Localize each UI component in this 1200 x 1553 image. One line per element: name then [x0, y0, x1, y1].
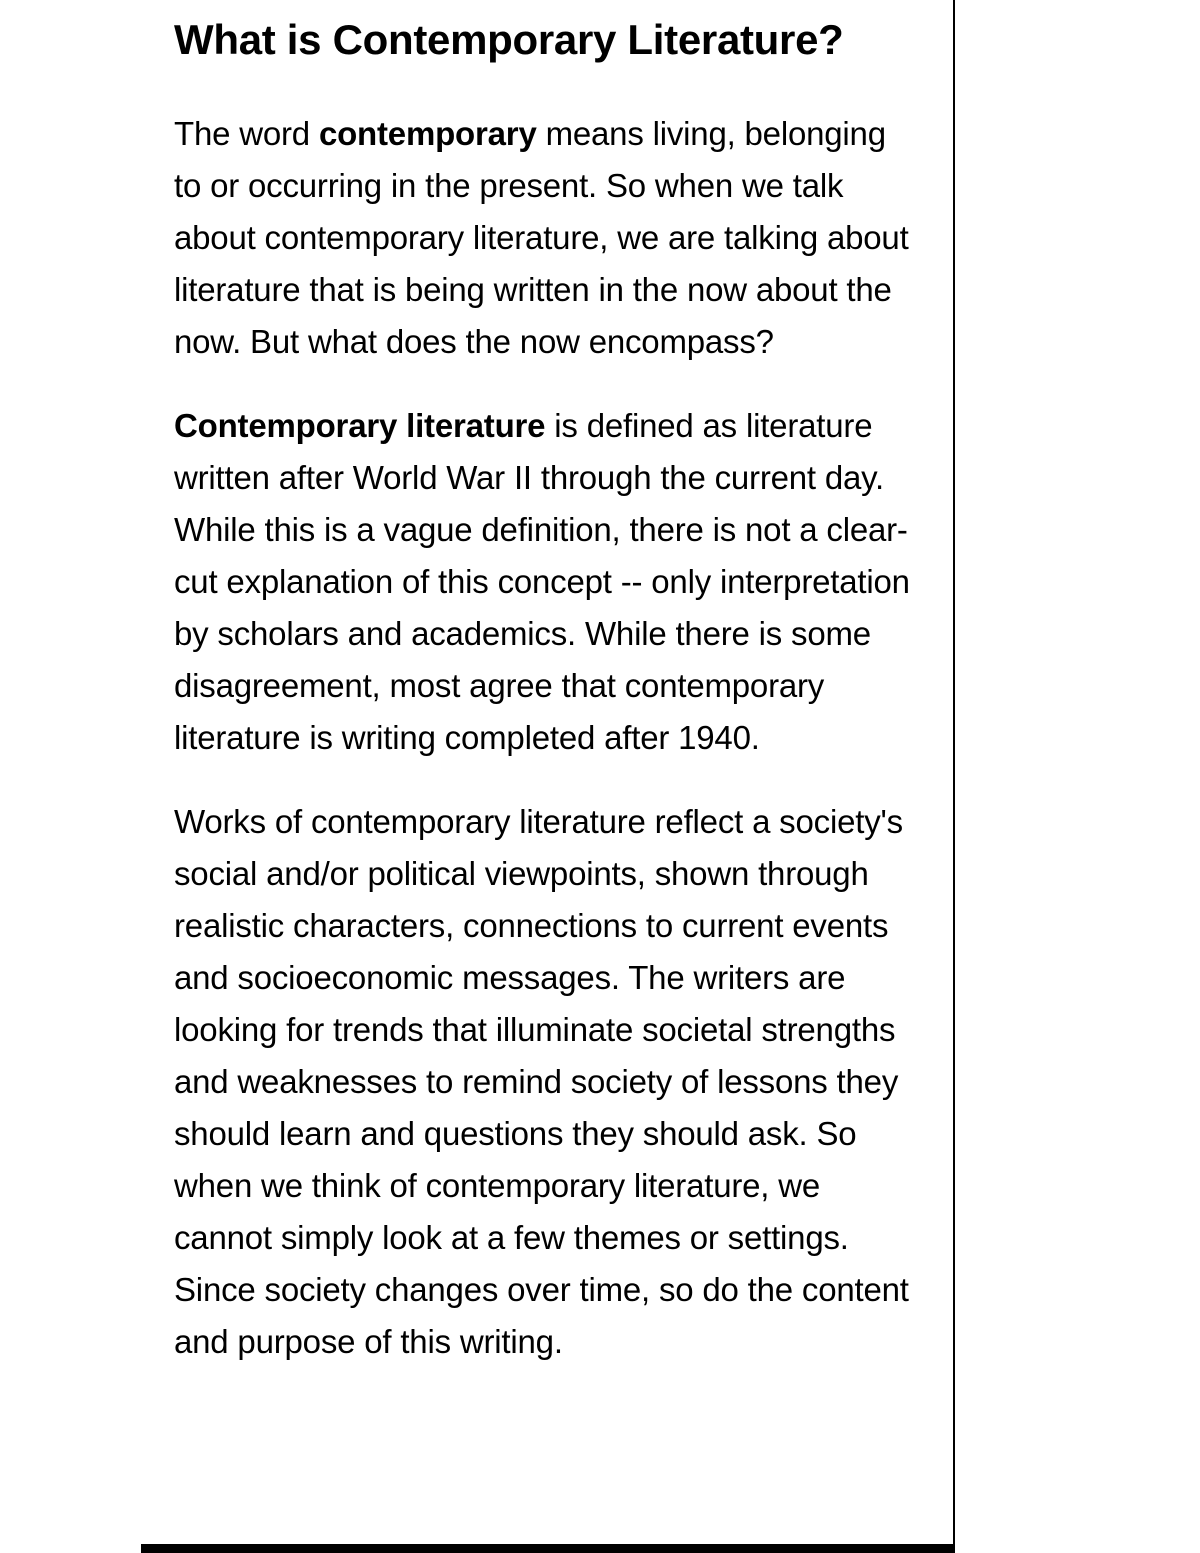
term-contemporary: contemporary: [318, 115, 537, 152]
paragraph-definition-literature: [174, 400, 919, 764]
paragraph-2-body: is defined as literature written after World War II through the current day. While this is a vague definition, there is not a clear-cut explanation of this concept -- only interpretation by scholars and academics. While there is some disagreement, most agree that contemporary literature is writing completed after 1940.: [174, 407, 910, 756]
paragraph-1-lead: The word: [174, 115, 319, 152]
term-contemporary-literature: Contemporary literature: [174, 407, 546, 444]
article: [174, 12, 919, 1400]
paragraph-works: Works of contemporary literature reflect a society's social and/or political viewpoints, shown through realistic characters, connections to current events and socioeconomic messages. The writers are looking for trends that illuminate societal strengths and weaknesses to remind society of lessons they should learn and questions they should ask. So when we think of contemporary literature, we cannot simply look at a few themes or settings. Since society changes over time, so do the content and purpose of this writing.: [174, 803, 909, 1360]
bottom-divider-bar: [141, 1544, 955, 1553]
paragraph-definition-word: [174, 108, 919, 368]
paragraph-1-body: means living, belonging to or occurring in the present. So when we talk about contemporary literature, we are talking about literature that is being written in the now about the now. But what does the now encompass?: [174, 115, 909, 360]
article-title: What is Contemporary Literature?: [174, 16, 844, 63]
